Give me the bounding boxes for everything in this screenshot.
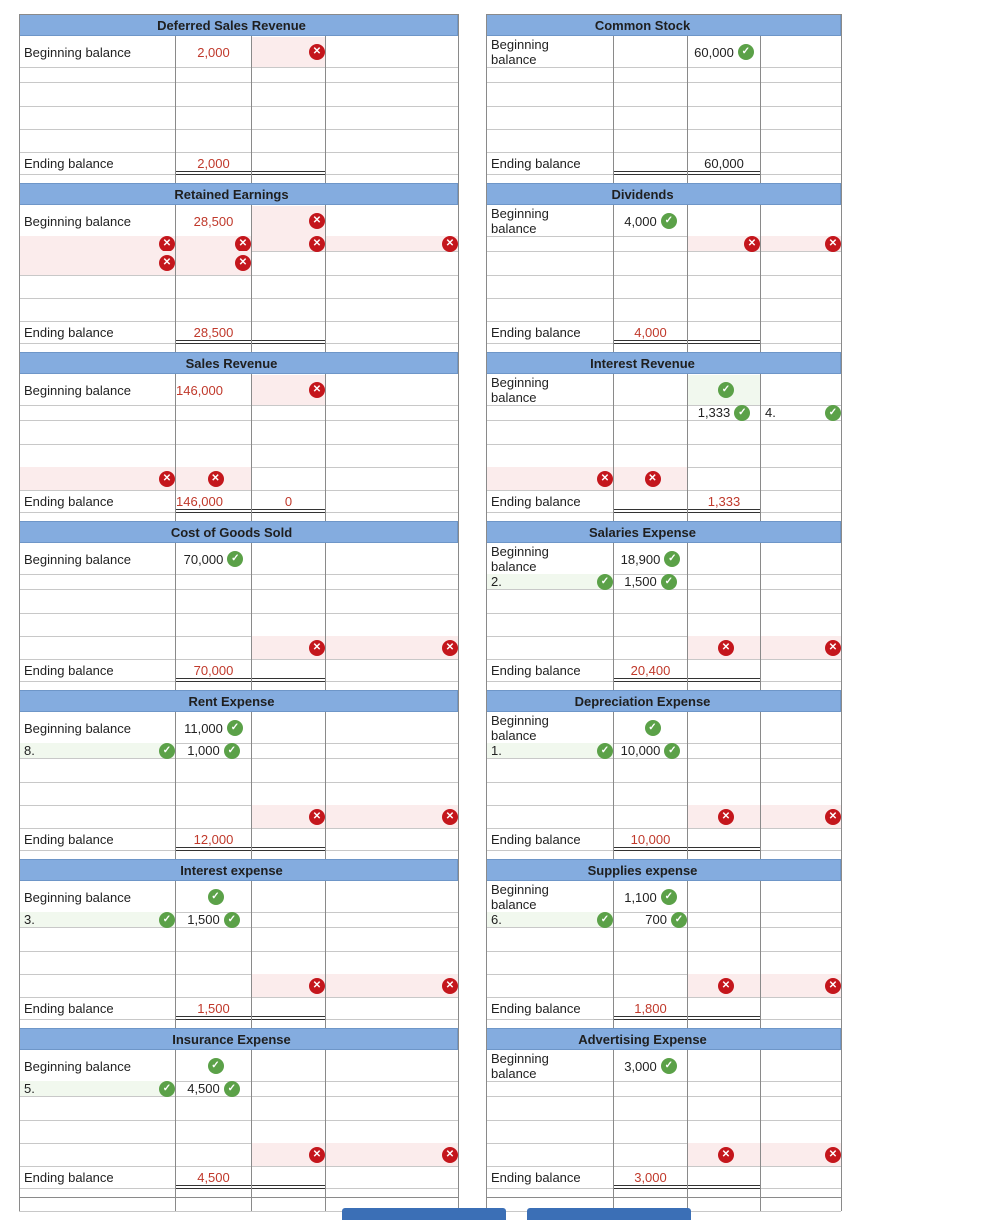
beginning-balance-label-text: Beginning balance xyxy=(24,213,131,229)
label-line-1: Beginning xyxy=(491,37,549,52)
check-circle-icon: ✓ xyxy=(224,743,240,759)
check-circle-icon: ✓ xyxy=(597,743,613,759)
ending-credit-value-text: 60,000 xyxy=(704,155,744,171)
x-circle-icon: ✕ xyxy=(442,1147,458,1163)
check-circle-icon: ✓ xyxy=(718,382,734,398)
ending-balance-label-text: Ending balance xyxy=(491,493,581,509)
beginning-debit-text: 1,100 xyxy=(624,889,657,905)
x-circle-icon: ✕ xyxy=(309,809,325,825)
ending-debit-value-text: 28,500 xyxy=(193,324,234,340)
check-circle-icon: ✓ xyxy=(661,889,677,905)
debit-value-text: 4,500 xyxy=(187,1081,220,1096)
entry-label-text: 8. xyxy=(24,743,35,758)
check-circle-icon: ✓ xyxy=(597,912,613,928)
prev-button[interactable] xyxy=(342,1208,506,1220)
ending-balance-label-text: Ending balance xyxy=(24,1000,114,1016)
label-line-2: balance xyxy=(491,221,537,236)
x-circle-icon: ✕ xyxy=(744,236,760,252)
x-circle-icon: ✕ xyxy=(718,809,734,825)
x-circle-icon: ✕ xyxy=(235,255,251,271)
column-frame xyxy=(19,14,459,1198)
x-circle-icon: ✕ xyxy=(159,255,175,271)
label-line-1: Beginning xyxy=(491,713,549,728)
debit-value-text: 1,000 xyxy=(187,743,220,758)
account-title-text: Interest Revenue xyxy=(590,355,695,371)
label-line-1: Beginning xyxy=(491,544,549,559)
check-circle-icon: ✓ xyxy=(227,720,243,736)
label-line-2: balance xyxy=(491,1066,537,1081)
beginning-balance-label-text: Beginning balance xyxy=(24,1058,131,1074)
account-title-text: Common Stock xyxy=(594,17,691,33)
check-circle-icon: ✓ xyxy=(661,1058,677,1074)
ending-balance-label-text: Ending balance xyxy=(491,1169,581,1185)
ending-balance-label-text: Ending balance xyxy=(24,1169,114,1185)
ending-balance-label-text: Ending balance xyxy=(24,324,114,340)
ending-balance-label-text: Ending balance xyxy=(491,324,581,340)
ending-balance-label-text: Ending balance xyxy=(24,662,114,678)
beginning-debit-text: 146,000 xyxy=(176,382,223,398)
check-circle-icon: ✓ xyxy=(224,912,240,928)
check-circle-icon: ✓ xyxy=(208,1058,224,1074)
debit-value-text: 1,500 xyxy=(187,912,220,927)
label-line-1: Beginning xyxy=(491,375,549,390)
ending-debit-value-text: 146,000 xyxy=(176,493,223,509)
check-circle-icon: ✓ xyxy=(159,743,175,759)
x-circle-icon: ✕ xyxy=(309,236,325,252)
x-circle-icon: ✕ xyxy=(442,640,458,656)
label-line-2: balance xyxy=(491,390,537,405)
ending-balance-label-text: Ending balance xyxy=(24,493,114,509)
x-circle-icon: ✕ xyxy=(442,978,458,994)
ending-balance-label-text: Ending balance xyxy=(24,831,114,847)
x-circle-icon: ✕ xyxy=(442,809,458,825)
ending-balance-label-text: Ending balance xyxy=(491,831,581,847)
check-circle-icon: ✓ xyxy=(738,44,754,60)
ending-debit-value-text: 2,000 xyxy=(197,155,230,171)
ending-balance-label-text: Ending balance xyxy=(491,155,581,171)
label-line-1: Beginning xyxy=(491,206,549,221)
label-line-2: balance xyxy=(491,559,537,574)
ending-balance-label-text: Ending balance xyxy=(24,155,114,171)
beginning-debit-text: 18,900 xyxy=(620,551,661,567)
ending-debit-value-text: 10,000 xyxy=(630,831,671,847)
x-circle-icon: ✕ xyxy=(309,1147,325,1163)
column-frame xyxy=(486,14,842,1198)
ending-balance-label-text: Ending balance xyxy=(491,1000,581,1016)
label-line-1: Beginning xyxy=(491,1051,549,1066)
beginning-credit-text: 60,000 xyxy=(694,44,734,60)
ending-debit-value-text: 20,400 xyxy=(630,662,671,678)
beginning-debit-text: 70,000 xyxy=(183,551,224,567)
check-circle-icon: ✓ xyxy=(734,405,750,421)
label-line-2: balance xyxy=(491,728,537,743)
account-title-text: Advertising Expense xyxy=(578,1031,707,1047)
check-circle-icon: ✓ xyxy=(664,743,680,759)
ending-debit-value-text: 4,000 xyxy=(634,324,667,340)
ending-credit-value-text: 1,333 xyxy=(707,493,741,509)
label-line-2: balance xyxy=(491,52,537,67)
next-button[interactable] xyxy=(527,1208,691,1220)
beginning-debit-text: 28,500 xyxy=(193,213,234,229)
x-circle-icon: ✕ xyxy=(309,44,325,60)
x-circle-icon: ✕ xyxy=(309,382,325,398)
x-circle-icon: ✕ xyxy=(718,978,734,994)
account-title-text: Salaries Expense xyxy=(589,524,696,540)
check-circle-icon: ✓ xyxy=(661,213,677,229)
x-circle-icon: ✕ xyxy=(718,1147,734,1163)
check-circle-icon: ✓ xyxy=(227,551,243,567)
check-circle-icon: ✓ xyxy=(597,574,613,590)
x-circle-icon: ✕ xyxy=(442,236,458,252)
x-circle-icon: ✕ xyxy=(309,978,325,994)
beginning-balance-label-text: Beginning balance xyxy=(24,551,131,567)
x-circle-icon: ✕ xyxy=(825,640,841,656)
entry-label-text: 6. xyxy=(491,912,502,927)
beginning-balance-label-text: Beginning balance xyxy=(24,720,131,736)
beginning-balance-label-text: Beginning balance xyxy=(24,889,131,905)
account-title-text: Insurance Expense xyxy=(172,1031,291,1047)
check-circle-icon: ✓ xyxy=(664,551,680,567)
ending-debit-value-text: 1,800 xyxy=(634,1000,667,1016)
account-title-text: Supplies expense xyxy=(587,862,698,878)
label-line-1: Beginning xyxy=(491,882,549,897)
x-circle-icon: ✕ xyxy=(597,471,613,487)
ending-debit-value-text: 12,000 xyxy=(193,831,234,847)
check-circle-icon: ✓ xyxy=(159,912,175,928)
check-circle-icon: ✓ xyxy=(671,912,687,928)
x-circle-icon: ✕ xyxy=(235,236,251,252)
check-circle-icon: ✓ xyxy=(661,574,677,590)
ending-debit-value-text: 70,000 xyxy=(193,662,234,678)
ending-debit-value-text: 3,000 xyxy=(634,1169,667,1185)
entry-label-text: 5. xyxy=(24,1081,35,1096)
ending-balance-label-text: Ending balance xyxy=(491,662,581,678)
x-circle-icon: ✕ xyxy=(718,640,734,656)
account-title-text: Rent Expense xyxy=(188,693,275,709)
check-circle-icon: ✓ xyxy=(224,1081,240,1097)
x-circle-icon: ✕ xyxy=(825,978,841,994)
x-circle-icon: ✕ xyxy=(309,213,325,229)
x-circle-icon: ✕ xyxy=(825,1147,841,1163)
ending-debit-value-text: 1,500 xyxy=(197,1000,230,1016)
beginning-balance-label-text: Beginning balance xyxy=(24,382,131,398)
debit-value-text: 700 xyxy=(645,912,667,927)
account-title-text: Depreciation Expense xyxy=(574,693,711,709)
account-title-text: Sales Revenue xyxy=(185,355,278,371)
x-circle-icon: ✕ xyxy=(825,809,841,825)
check-circle-icon: ✓ xyxy=(825,405,841,421)
check-circle-icon: ✓ xyxy=(645,720,661,736)
x-circle-icon: ✕ xyxy=(159,471,175,487)
check-circle-icon: ✓ xyxy=(208,889,224,905)
account-title-text: Interest expense xyxy=(180,862,283,878)
entry-label-text: 1. xyxy=(491,743,502,758)
debit-value-text: 1,500 xyxy=(624,574,657,589)
x-circle-icon: ✕ xyxy=(309,640,325,656)
label-line-2: balance xyxy=(491,897,537,912)
account-title-text: Retained Earnings xyxy=(174,186,289,202)
entry-label-text: 4. xyxy=(765,405,776,420)
entry-label-text: 2. xyxy=(491,574,502,589)
x-circle-icon: ✕ xyxy=(159,236,175,252)
account-title-text: Deferred Sales Revenue xyxy=(157,17,306,33)
beginning-debit-text: 11,000 xyxy=(184,720,223,736)
beginning-debit-text: 3,000 xyxy=(624,1058,657,1074)
account-title-text: Dividends xyxy=(611,186,674,202)
check-circle-icon: ✓ xyxy=(159,1081,175,1097)
entry-label-text: 3. xyxy=(24,912,35,927)
beginning-balance-label-text: Beginning balance xyxy=(24,44,131,60)
debit-value-text: 10,000 xyxy=(620,743,661,758)
beginning-debit-text: 2,000 xyxy=(197,44,230,60)
account-title-text: Cost of Goods Sold xyxy=(170,524,293,540)
x-circle-icon: ✕ xyxy=(208,471,224,487)
credit-value-text: 1,333 xyxy=(697,405,731,420)
x-circle-icon: ✕ xyxy=(645,471,661,487)
beginning-debit-text: 4,000 xyxy=(624,213,657,229)
ending-debit-value-text: 4,500 xyxy=(197,1169,230,1185)
x-circle-icon: ✕ xyxy=(825,236,841,252)
ending-credit-value-text: 0 xyxy=(284,493,293,509)
